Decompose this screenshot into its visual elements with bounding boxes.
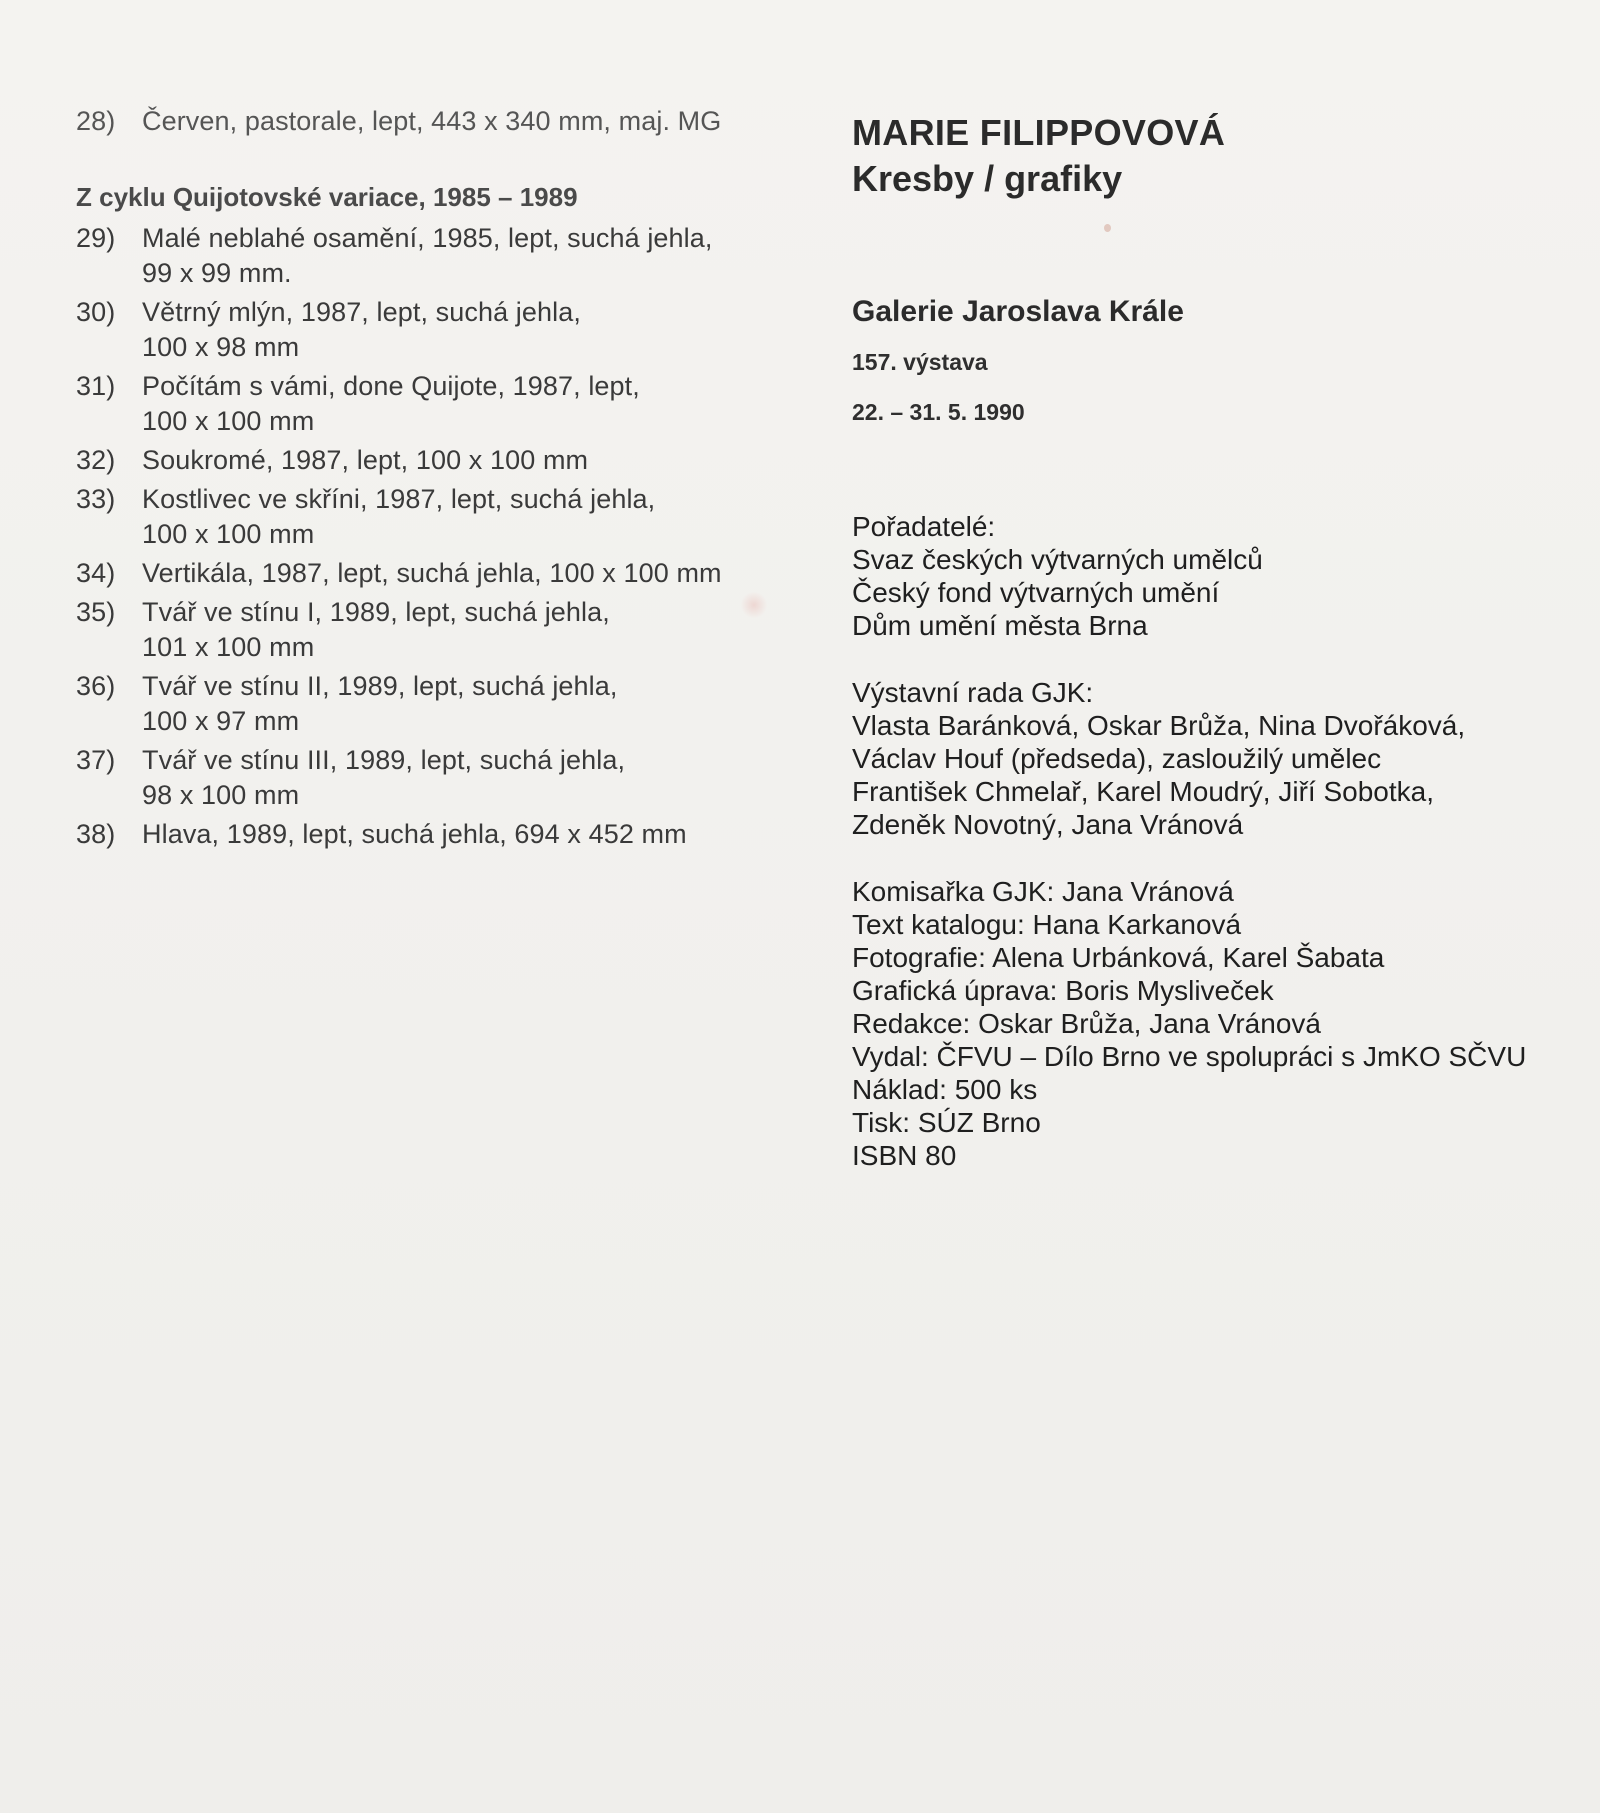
gallery-name: Galerie Jaroslava Krále [852, 295, 1184, 328]
cycle-heading: Z cyklu Quijotovské variace, 1985 – 1989 [76, 182, 578, 212]
credit-line: Redakce: Oskar Brůža, Jana Vránová [852, 1008, 1321, 1039]
item-text: Malé neblahé osamění, 1985, lept, suchá jehla, [142, 223, 713, 253]
organizer-line: Český fond výtvarných umění [852, 577, 1220, 608]
item-number: 28) [76, 106, 116, 136]
item-text: 100 x 100 mm [142, 406, 315, 436]
list-item [76, 221, 796, 291]
item-text: 98 x 100 mm [142, 780, 300, 810]
list-item [76, 595, 796, 665]
exhibition-subtitle: Kresby / grafiky [852, 158, 1123, 199]
item-text: 100 x 97 mm [142, 706, 300, 736]
credit-line: ISBN 80 [852, 1140, 957, 1171]
list-item [76, 369, 796, 439]
list-item [76, 556, 796, 591]
item-number: 36) [76, 671, 116, 701]
organizer-line: Dům umění města Brna [852, 610, 1148, 641]
organizer-line: Pořadatelé: [852, 511, 996, 542]
item-text: Počítám s vámi, done Quijote, 1987, lept, [142, 371, 640, 401]
list-item [76, 817, 796, 852]
item-text: Tvář ve stínu III, 1989, lept, suchá jehla, [142, 745, 626, 775]
item-text: Větrný mlýn, 1987, lept, suchá jehla, [142, 297, 581, 327]
item-text: Tvář ve stínu I, 1989, lept, suchá jehla, [142, 597, 610, 627]
item-number: 31) [76, 371, 116, 401]
list-item [76, 104, 796, 139]
credit-line: Komisařka GJK: Jana Vránová [852, 876, 1234, 907]
list-item [76, 669, 796, 739]
list-item [76, 743, 796, 813]
item-text: Hlava, 1989, lept, suchá jehla, 694 x 452 mm [142, 819, 687, 849]
item-text: 99 x 99 mm. [142, 258, 292, 288]
exhibition-number: 157. výstava [852, 349, 988, 375]
council-line: Zdeněk Novotný, Jana Vránová [852, 809, 1244, 840]
item-number: 32) [76, 445, 116, 475]
item-text: Kostlivec ve skříni, 1987, lept, suchá jehla, [142, 484, 656, 514]
organizers-block [852, 510, 1572, 642]
credit-line: Náklad: 500 ks [852, 1074, 1038, 1105]
item-text: 100 x 98 mm [142, 332, 300, 362]
credit-line: Vydal: ČFVU – Dílo Brno ve spolupráci s JmKO SČVU [852, 1041, 1527, 1072]
council-line: Václav Houf (předseda), zasloužilý umělec [852, 743, 1382, 774]
credit-line: Fotografie: Alena Urbánková, Karel Šabata [852, 942, 1385, 973]
paper-speck [1104, 224, 1111, 232]
item-text: 101 x 100 mm [142, 632, 315, 662]
council-line: Výstavní rada GJK: [852, 677, 1094, 708]
item-text: Tvář ve stínu II, 1989, lept, suchá jehla, [142, 671, 618, 701]
item-text: Soukromé, 1987, lept, 100 x 100 mm [142, 445, 589, 475]
works-list [76, 104, 796, 852]
exhibition-dates: 22. – 31. 5. 1990 [852, 399, 1025, 425]
credit-line: Text katalogu: Hana Karkanová [852, 909, 1242, 940]
cycle-entries [76, 221, 796, 852]
council-line: František Chmelař, Karel Moudrý, Jiří Sobotka, [852, 776, 1434, 807]
item-number: 38) [76, 819, 116, 849]
artist-name: MARIE FILIPPOVOVÁ [852, 112, 1226, 153]
item-number: 30) [76, 297, 116, 327]
credits-block [852, 875, 1572, 1172]
list-item [76, 482, 796, 552]
credit-line: Grafická úprava: Boris Mysliveček [852, 975, 1274, 1006]
item-text: Vertikála, 1987, lept, suchá jehla, 100 x 100 mm [142, 558, 722, 588]
list-item [76, 295, 796, 365]
item-number: 37) [76, 745, 116, 775]
council-block [852, 676, 1572, 841]
council-line: Vlasta Baránková, Oskar Brůža, Nina Dvořáková, [852, 710, 1466, 741]
item-text: 100 x 100 mm [142, 519, 315, 549]
list-item [76, 443, 796, 478]
item-text: Červen, pastorale, lept, 443 x 340 mm, maj. MG [142, 106, 722, 136]
colophon [852, 110, 1572, 1172]
item-number: 35) [76, 597, 116, 627]
item-number: 29) [76, 223, 116, 253]
credit-line: Tisk: SÚZ Brno [852, 1107, 1041, 1138]
ink-mark [740, 592, 768, 618]
organizer-line: Svaz českých výtvarných umělců [852, 544, 1263, 575]
item-number: 33) [76, 484, 116, 514]
item-number: 34) [76, 558, 116, 588]
